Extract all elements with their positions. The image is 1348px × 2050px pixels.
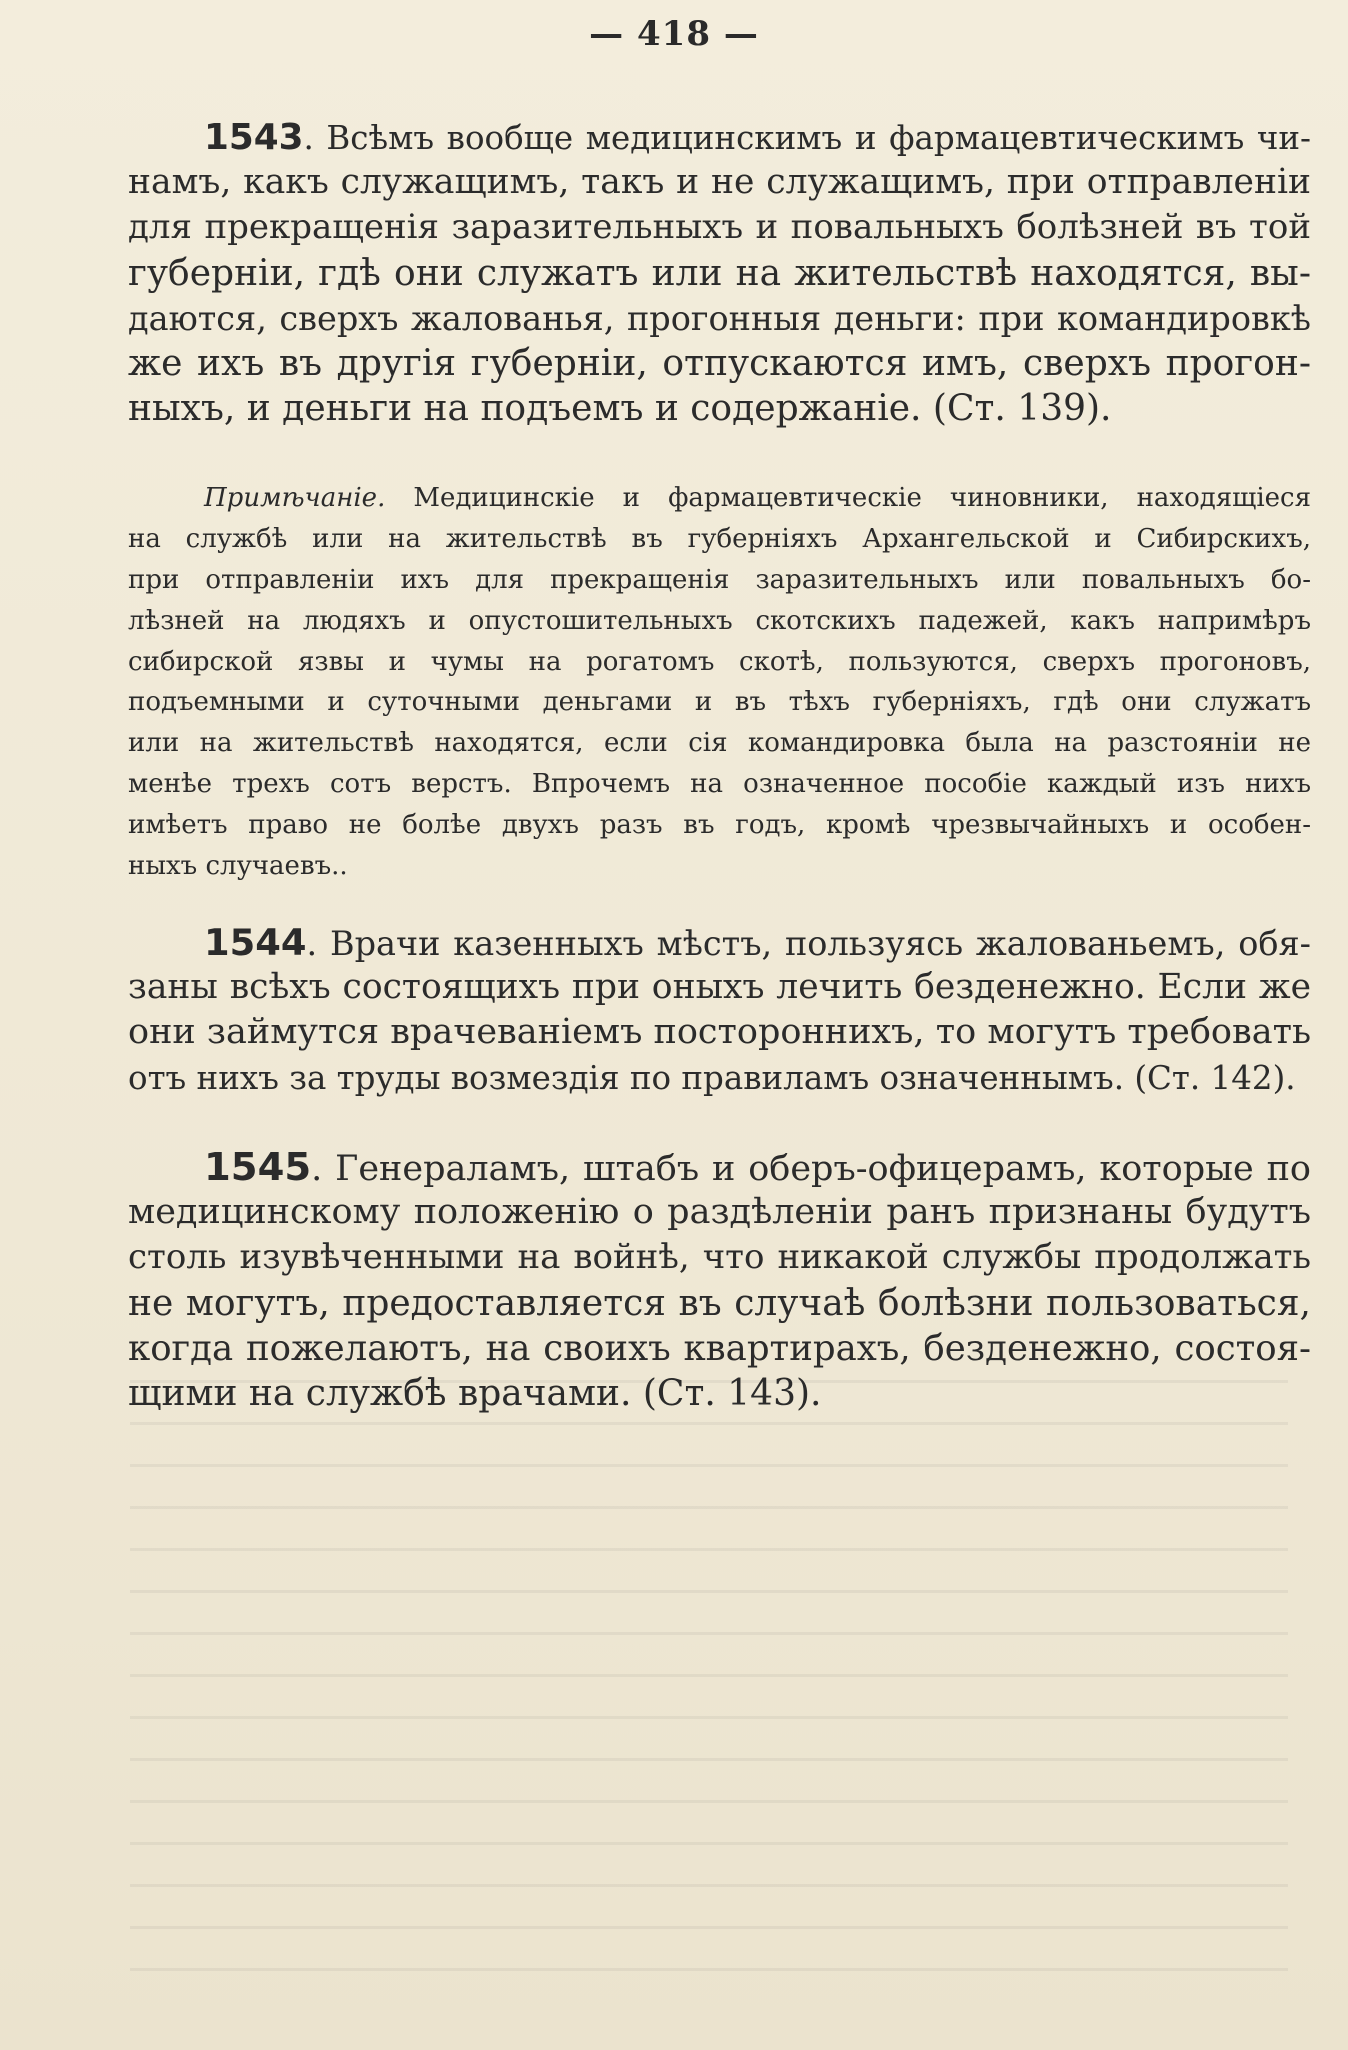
note-label: Примѣчаніе. xyxy=(204,483,386,513)
note-line: или на жительствѣ находятся, если сія командировка была на разстояніи не xyxy=(128,728,1311,759)
article-number: 1544 xyxy=(204,921,307,964)
page-number: — 418 — xyxy=(589,14,759,54)
article-1544 xyxy=(128,920,1311,1101)
article-line: заны всѣхъ состоящихъ при оныхъ лечить безденежно. Если же xyxy=(128,967,1311,1008)
bleed-through-texture xyxy=(130,1380,1288,1980)
article-number: 1543 xyxy=(204,117,304,158)
note-line: при отправленіи ихъ для прекращенія заразительныхъ или повальныхъ бо- xyxy=(128,564,1311,595)
article-line: медицинскому положенію о раздѣленіи ранъ признаны будутъ xyxy=(128,1192,1311,1233)
note-line: менѣе трехъ сотъ верстъ. Впрочемъ на означенное пособіе каждый изъ нихъ xyxy=(128,769,1311,800)
note-line: ныхъ случаевъ.. xyxy=(128,851,348,882)
note-line: подъемными и суточными деньгами и въ тѣхъ губерніяхъ, гдѣ они служатъ xyxy=(128,687,1311,718)
article-line: они займутся врачеваніемъ постороннихъ, то могутъ требовать xyxy=(128,1012,1311,1053)
article-first-line: 1545. Генераламъ, штабъ и оберъ-офицерамъ, которые по xyxy=(204,1145,1311,1190)
article-line: не могутъ, предоставляется въ случаѣ болѣзни пользоваться, xyxy=(128,1282,1311,1324)
article-line: же ихъ въ другія губерніи, отпускаются имъ, сверхъ прогон- xyxy=(128,342,1311,384)
note-line: сибирской язвы и чумы на рогатомъ скотѣ, пользуются, сверхъ прогоновъ, xyxy=(128,646,1311,677)
article-1543 xyxy=(128,115,1311,431)
article-line: отъ нихъ за труды возмездія по правиламъ означеннымъ. (Ст. 142). xyxy=(128,1058,1296,1097)
article-line: даются, сверхъ жалованья, прогонныя деньги: при командировкѣ xyxy=(128,298,1311,338)
note-line: на службѣ или на жительствѣ въ губерніяхъ Архангельской и Сибирскихъ, xyxy=(128,523,1311,554)
note-line: имѣетъ право не болѣе двухъ разъ въ годъ, кромѣ чрезвычайныхъ и особен- xyxy=(128,810,1311,841)
article-first-line: 1543. Всѣмъ вообще медицинскимъ и фармацевтическимъ чи- xyxy=(204,117,1311,158)
note-line: лѣзней на людяхъ и опустошительныхъ скотскихъ падежей, какъ напримѣръ xyxy=(128,605,1311,636)
note-block xyxy=(128,478,1311,887)
article-number: 1545 xyxy=(204,1145,312,1190)
article-line: когда пожелаютъ, на своихъ квартирахъ, безденежно, состоя- xyxy=(128,1327,1311,1369)
article-line: столь изувѣченными на войнѣ, что никакой службы продолжать xyxy=(128,1237,1311,1278)
article-first-line: 1544. Врачи казенныхъ мѣстъ, пользуясь жалованьемъ, обя- xyxy=(204,921,1311,964)
article-line: намъ, какъ служащимъ, такъ и не служащимъ, при отправленіи xyxy=(128,162,1311,203)
article-line: для прекращенія заразительныхъ и повальныхъ болѣзней въ той xyxy=(128,207,1311,248)
article-line: щими на службѣ врачами. (Ст. 143). xyxy=(128,1372,822,1414)
article-line: губерніи, гдѣ они служатъ или на жительствѣ находятся, вы- xyxy=(128,252,1311,294)
article-line: ныхъ, и деньги на подъемъ и содержаніе. (Ст. 139). xyxy=(128,388,1112,430)
note-first-line: Примѣчаніе. Медицинскіе и фармацевтическіе чиновники, находящіеся xyxy=(204,483,1311,513)
article-1545 xyxy=(128,1145,1311,1416)
